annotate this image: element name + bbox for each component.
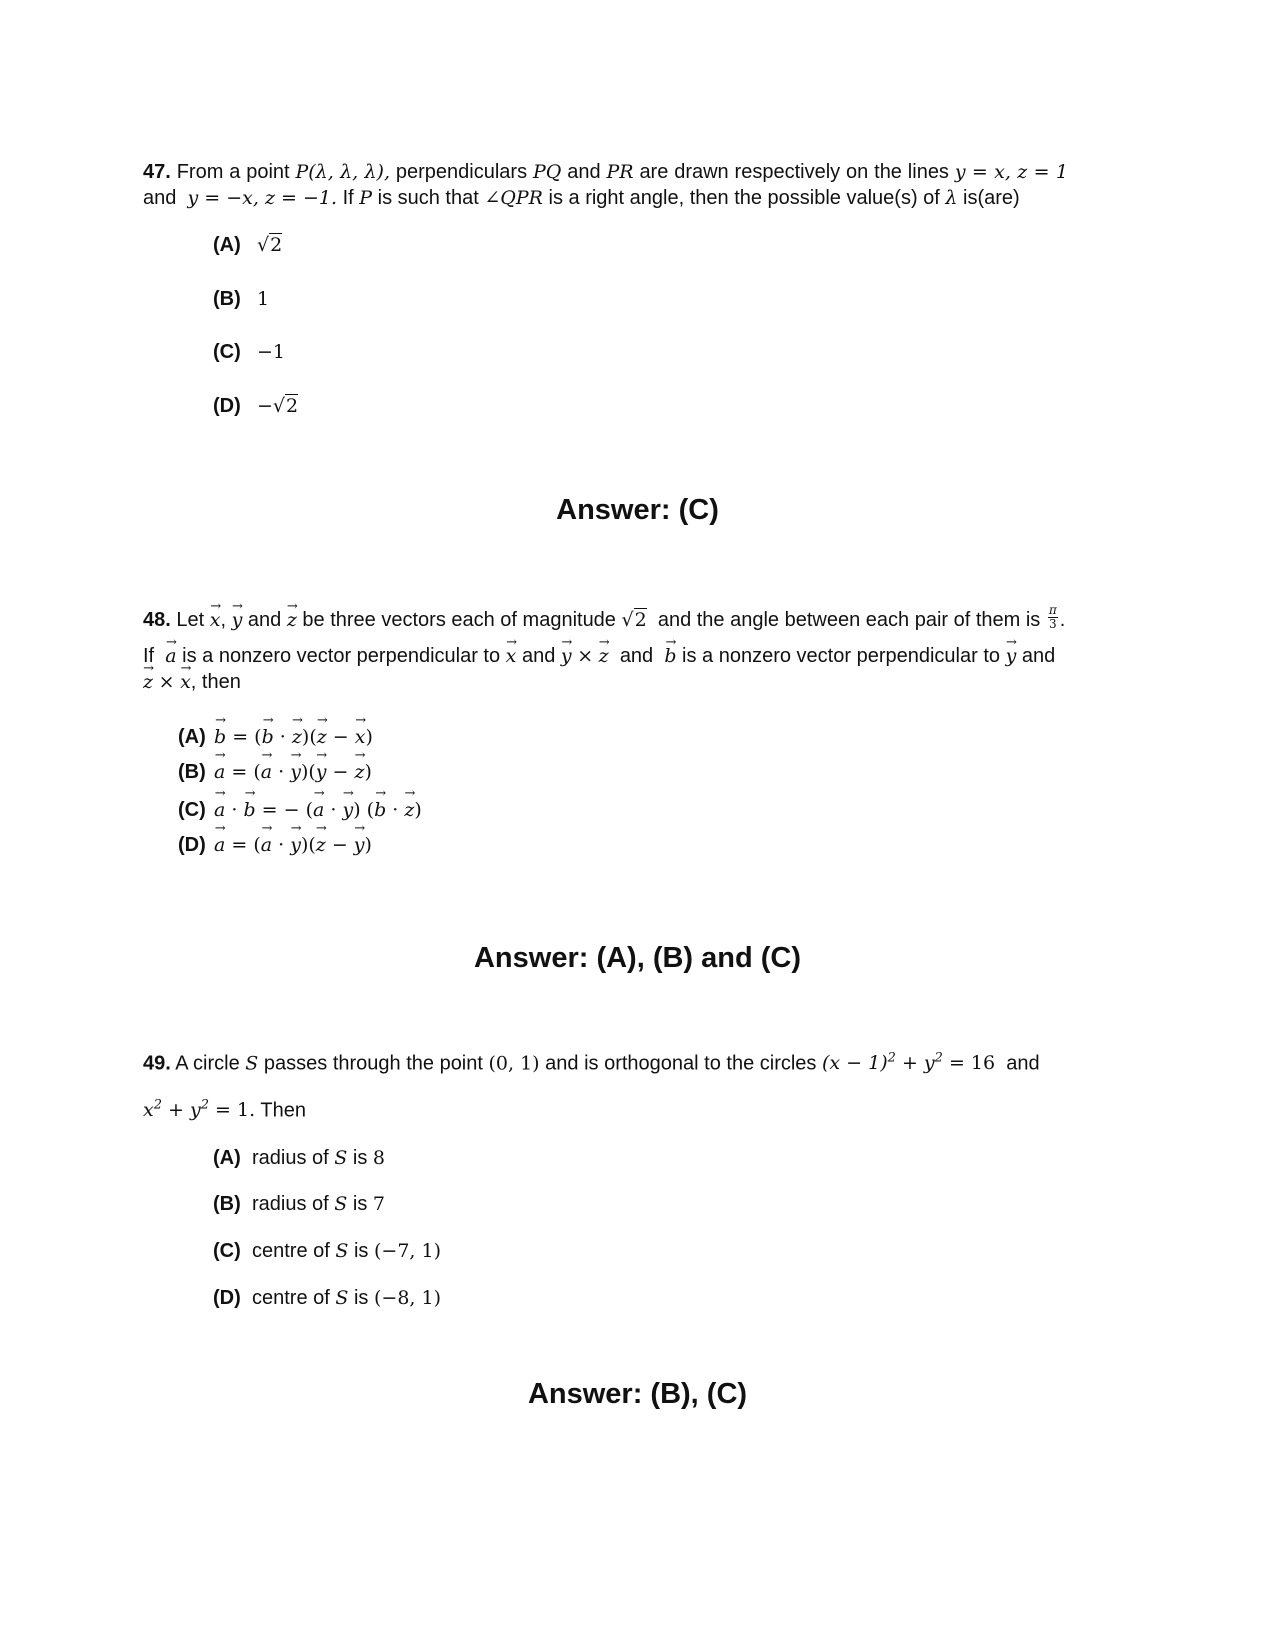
option-text: radius of <box>252 1147 329 1169</box>
option-math: S <box>335 1240 349 1262</box>
option-value: 7 <box>372 1193 385 1215</box>
option-label: (D) <box>213 1287 241 1309</box>
option-label: (A) <box>213 234 241 256</box>
sqrt-symbol: √ <box>272 395 286 417</box>
circle-equation-2: $x^2 + y^2 = 1$. <box>143 1098 256 1122</box>
option-label: (C) <box>213 341 241 363</box>
option-value: (−7, 1) <box>374 1240 442 1262</box>
q48-text: is a nonzero vector perpendicular to <box>182 645 501 667</box>
q48-line-2 <box>143 642 1055 670</box>
sqrt-expression <box>622 608 647 631</box>
vector-x: → x <box>210 606 221 634</box>
option-text: centre of <box>252 1287 330 1309</box>
q49-option-d <box>213 1287 441 1310</box>
vector-y: → y <box>1006 642 1017 670</box>
option-math: S <box>334 1193 348 1215</box>
q47-line-1 <box>143 158 1068 186</box>
q48-text: and the angle between each pair of them is <box>657 609 1041 631</box>
q47-math: y = x, z = 1 <box>954 161 1068 183</box>
q49-math: (0, 1) <box>488 1052 540 1075</box>
q47-option-d <box>213 395 298 418</box>
q47-math: P(λ, λ, λ), <box>295 161 391 183</box>
q47-option-a <box>213 234 282 257</box>
q47-text: is such that <box>377 187 479 209</box>
q47-text: If <box>342 187 354 209</box>
q47-answer: Answer: (C) <box>556 494 719 526</box>
q48-line-3 <box>143 668 241 696</box>
q47-math: P <box>359 187 373 209</box>
vector-a: → a <box>165 642 176 670</box>
q49-option-b <box>213 1193 385 1216</box>
option-label: (D) <box>178 834 206 856</box>
vector-z: → z <box>599 642 609 670</box>
q49-answer: Answer: (B), (C) <box>527 1378 748 1410</box>
q47-text: is a right angle, then the possible value(s) of <box>548 187 940 209</box>
q47-math: PR <box>606 161 634 183</box>
option-text: is <box>352 1193 368 1215</box>
sqrt-value: 2 <box>634 609 647 631</box>
q47-math: PQ <box>532 161 562 183</box>
vector-x: → x <box>506 642 517 670</box>
q48-text: be three vectors each of magnitude <box>302 609 616 631</box>
option-text: is <box>353 1240 369 1262</box>
q47-text: perpendiculars <box>395 161 528 183</box>
q47-text: are drawn respectively on the lines <box>639 161 949 183</box>
sqrt-expression <box>257 233 282 256</box>
q47-math: λ <box>945 187 958 209</box>
q49-number: 49. <box>143 1052 171 1075</box>
comma: , <box>220 609 227 631</box>
option-math: S <box>335 1287 349 1309</box>
q48-text: is a nonzero vector perpendicular to <box>682 645 1001 667</box>
circle-equation-1: $(x - 1)^2 + y^2 = 16$ <box>822 1051 996 1075</box>
option-math: S <box>334 1147 348 1169</box>
option-label: (B) <box>178 761 206 783</box>
sqrt-symbol: √ <box>621 609 634 631</box>
fraction-numerator: π <box>1048 603 1057 618</box>
option-value: 2 <box>270 234 283 256</box>
option-text: is <box>353 1287 369 1309</box>
q48-text: and <box>247 609 282 631</box>
vector-z: → z <box>143 668 153 696</box>
q47-text: is(are) <box>963 187 1020 209</box>
q48-text: If <box>143 645 155 667</box>
sqrt-symbol: √ <box>257 234 270 256</box>
option-label: (B) <box>213 288 241 310</box>
q47-text: and <box>567 161 601 183</box>
period: . <box>1059 609 1066 631</box>
q49-text: and <box>1006 1052 1040 1075</box>
option-label: (A) <box>178 726 206 748</box>
q49-line-1 <box>143 1045 1040 1077</box>
q48-option-d: (D)→ a = (→ a · → y)(→ z − → y) <box>178 834 372 857</box>
q48-option-b: (B)→ a = (→ a · → y)(→ y − → z) <box>178 761 372 784</box>
option-value: −1 <box>257 341 286 363</box>
q49-option-c <box>213 1240 441 1263</box>
q49-line-2 <box>143 1092 306 1124</box>
q49-text: passes through the point <box>263 1052 483 1075</box>
q47-number: 47. <box>143 161 171 183</box>
q48-text: Let <box>176 609 205 631</box>
negative-sign: − <box>257 395 273 417</box>
option-text: is <box>352 1147 368 1169</box>
q47-math: y = −x, z = −1. <box>187 187 338 209</box>
q48-text: and <box>619 645 654 667</box>
option-label: (C) <box>178 799 206 821</box>
option-label: (A) <box>213 1147 241 1169</box>
q47-option-c <box>213 341 285 364</box>
fraction-denominator: 3 <box>1049 617 1057 632</box>
sqrt-expression <box>273 394 298 417</box>
option-label: (B) <box>213 1193 241 1215</box>
option-value: 2 <box>286 395 299 417</box>
vector-b: → b <box>664 642 676 670</box>
q47-text: From a point <box>176 161 290 183</box>
option-text: radius of <box>252 1193 329 1215</box>
option-label: (C) <box>213 1240 241 1262</box>
vector-x: → x <box>180 668 191 696</box>
q49-math: S <box>245 1052 259 1075</box>
q49-text: Then <box>260 1099 306 1122</box>
fraction-pi-over-3 <box>1048 604 1058 631</box>
vector-y: → y <box>561 642 572 670</box>
q48-answer: Answer: (A), (B) and (C) <box>473 942 802 974</box>
option-value: 1 <box>257 288 270 310</box>
q47-text: and <box>143 187 177 209</box>
q48-number: 48. <box>143 609 171 631</box>
option-value: (−8, 1) <box>374 1287 442 1309</box>
option-label: (D) <box>213 395 241 417</box>
q49-text: A circle <box>175 1052 240 1075</box>
cross-operator: × <box>577 645 594 667</box>
q47-line-2 <box>143 184 1020 212</box>
q49-option-a <box>213 1147 385 1170</box>
cross-operator: × <box>158 671 175 693</box>
q48-text: and <box>1021 645 1056 667</box>
q47-math: ∠QPR <box>484 187 543 209</box>
q48-option-a: (A)→ b = (→ b · → z)(→ z − → x) <box>178 726 373 749</box>
option-text: centre of <box>252 1240 330 1262</box>
option-value: 8 <box>372 1147 385 1169</box>
vector-y: → y <box>232 606 243 634</box>
q48-option-c: (C)→ a · → b = − (→ a · → y) (→ b · → z) <box>178 799 422 822</box>
q48-text: and <box>521 645 556 667</box>
q49-text: and is orthogonal to the circles <box>545 1052 817 1075</box>
q48-text: , then <box>190 671 241 693</box>
vector-z: → z <box>287 606 297 634</box>
q47-option-b <box>213 288 269 311</box>
